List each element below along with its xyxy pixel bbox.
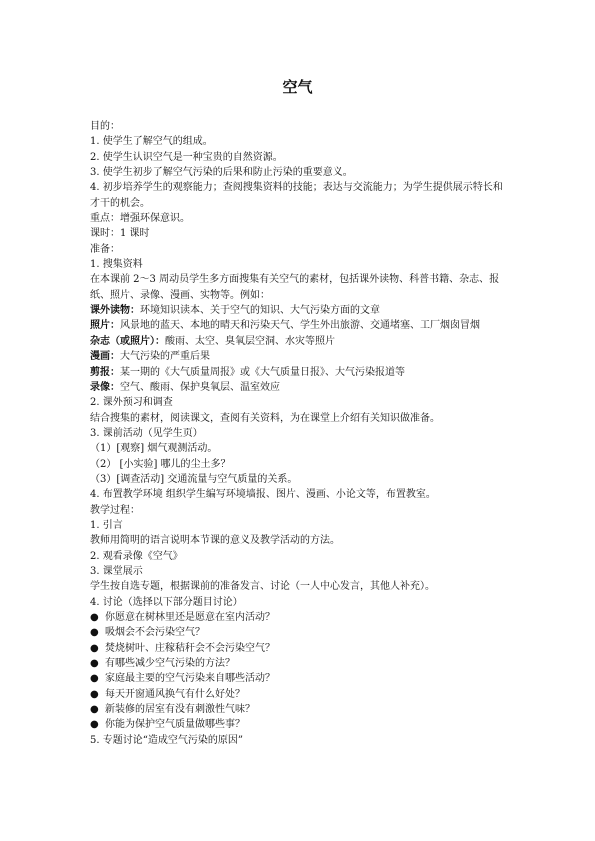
line-text: 风景地的蓝天、本地的晴天和污染天气、学生外出旅游、交通堵塞、工厂烟囱冒烟 — [120, 320, 480, 332]
bullet-icon: ● — [90, 719, 99, 731]
line-text: 你愿意在树林里还是愿意在室内活动？ — [105, 612, 275, 623]
line-text: 学生按自选专题，根据课前的准备发言、讨论（一人中心发言，其他人补充）。 — [90, 581, 435, 593]
line-text: 2. 观看录像《空气》 — [90, 550, 183, 562]
line-text: 每天开窗通风换气有什么好处？ — [105, 688, 245, 700]
text-line — [90, 579, 510, 594]
line-text: 酸雨、太空、臭氧层空洞、水灾等照片 — [165, 335, 335, 347]
line-text: 环境知识读本、关于空气的知识、大气污染方面的文章 — [140, 305, 380, 317]
bullet-item — [90, 641, 510, 656]
labeled-line — [90, 380, 510, 395]
text-line — [90, 472, 510, 487]
line-text: 5. 专题讨论“造成空气污染的原因” — [90, 734, 243, 746]
line-text: 目的： — [90, 121, 120, 132]
labeled-line — [90, 365, 510, 380]
line-text: 课时：1 课时 — [90, 228, 150, 240]
text-line — [90, 564, 510, 579]
text-line — [90, 272, 510, 303]
text-line — [90, 257, 510, 272]
line-text: 4. 讨论（选择以下部分题目讨论） — [90, 596, 243, 608]
bullet-item — [90, 717, 510, 732]
text-line — [90, 518, 510, 533]
bullet-item — [90, 656, 510, 671]
text-line — [90, 426, 510, 441]
line-label: 剪报： — [90, 366, 120, 378]
line-text: 焚烧树叶、庄稼秸秆会不会污染空气？ — [105, 642, 275, 654]
line-text: 家庭最主要的空气污染来自哪些活动？ — [105, 673, 275, 685]
text-line — [90, 733, 510, 748]
text-line — [90, 150, 510, 165]
line-label: 录像： — [90, 381, 120, 393]
line-text: 结合搜集的素材，阅读课文，查阅有关资料，为在课堂上介绍有关知识做准备。 — [90, 412, 440, 424]
text-line — [90, 226, 510, 241]
line-text: 教师用简明的语言说明本节课的意义及教学活动的方法。 — [90, 535, 340, 547]
text-line — [90, 503, 510, 518]
bullet-icon: ● — [90, 612, 99, 623]
line-label: 照片： — [90, 320, 120, 332]
text-line — [90, 165, 510, 180]
line-text: （2） [小实验] 哪儿的尘土多？ — [90, 458, 231, 470]
bullet-item — [90, 625, 510, 640]
bullet-icon: ● — [90, 642, 99, 654]
line-text: 吸烟会不会污染空气？ — [105, 627, 205, 639]
line-text: 你能为保护空气质量做哪些事？ — [105, 719, 245, 731]
line-text: 1. 搜集资料 — [90, 259, 143, 271]
document-body — [90, 119, 510, 748]
line-text: （1）[观察] 烟气观测活动。 — [90, 443, 218, 455]
line-text: 3. 使学生初步了解空气污染的后果和防止污染的重要意义。 — [90, 167, 353, 179]
labeled-line — [90, 349, 510, 364]
text-line — [90, 180, 510, 211]
line-text: 准备： — [90, 243, 120, 255]
line-text: 新装修的居室有没有刺激性气味？ — [105, 704, 255, 716]
document-title: 空气 — [282, 78, 313, 96]
line-text: 某一期的《大气质量周报》或《大气质量日报》、大气污染报道等 — [120, 366, 405, 378]
line-label: 漫画： — [90, 351, 120, 363]
text-line — [90, 441, 510, 456]
line-label: 杂志（或照片）： — [90, 335, 165, 347]
text-line — [90, 533, 510, 548]
labeled-line — [90, 303, 510, 318]
line-text: 4. 布置教学环境 组织学生编写环境墙报、图片、漫画、小论文等，布置教室。 — [90, 489, 436, 501]
bullet-item — [90, 687, 510, 702]
line-text: 3. 课堂展示 — [90, 565, 143, 577]
bullet-item — [90, 671, 510, 686]
text-line — [90, 134, 510, 149]
bullet-icon: ● — [90, 688, 99, 700]
line-text: 4. 初步培养学生的观察能力；查阅搜集资料的技能；表达与交流能力；为学生提供展示特长和才干的机会。 — [90, 182, 503, 209]
line-text: （3）[调查活动] 交通流量与空气质量的关系。 — [90, 473, 298, 485]
text-line — [90, 242, 510, 257]
line-label: 课外读物： — [90, 305, 140, 317]
text-line — [90, 211, 510, 226]
labeled-line — [90, 318, 510, 333]
bullet-item — [90, 610, 510, 625]
text-line — [90, 595, 510, 610]
text-line — [90, 411, 510, 426]
line-text: 1. 使学生了解空气的组成。 — [90, 136, 213, 148]
labeled-line — [90, 334, 510, 349]
line-text: 2. 课外预习和调查 — [90, 397, 173, 409]
text-line — [90, 119, 510, 134]
text-line — [90, 395, 510, 410]
line-text: 2. 使学生认识空气是一种宝贵的自然资源。 — [90, 151, 283, 163]
bullet-icon: ● — [90, 673, 99, 685]
line-text: 教学过程： — [90, 504, 140, 516]
line-text: 大气污染的严重后果 — [120, 351, 210, 363]
line-text: 1. 引言 — [90, 519, 123, 531]
text-line — [90, 487, 510, 502]
bullet-item — [90, 702, 510, 717]
line-text: 在本课前 2～3 周动员学生多方面搜集有关空气的素材，包括课外读物、科普书籍、杂志、报纸、照片、录像、漫画、实物等。例如： — [90, 274, 500, 301]
text-line — [90, 457, 510, 472]
text-line — [90, 549, 510, 564]
bullet-icon: ● — [90, 658, 99, 670]
line-text: 有哪些减少空气污染的方法？ — [105, 658, 235, 670]
line-text: 3. 课前活动（见学生页） — [90, 427, 203, 439]
line-text: 重点：增强环保意识。 — [90, 213, 190, 225]
line-text: 空气、酸雨、保护臭氧层、温室效应 — [120, 381, 280, 393]
bullet-icon: ● — [90, 704, 99, 716]
bullet-icon: ● — [90, 627, 99, 639]
